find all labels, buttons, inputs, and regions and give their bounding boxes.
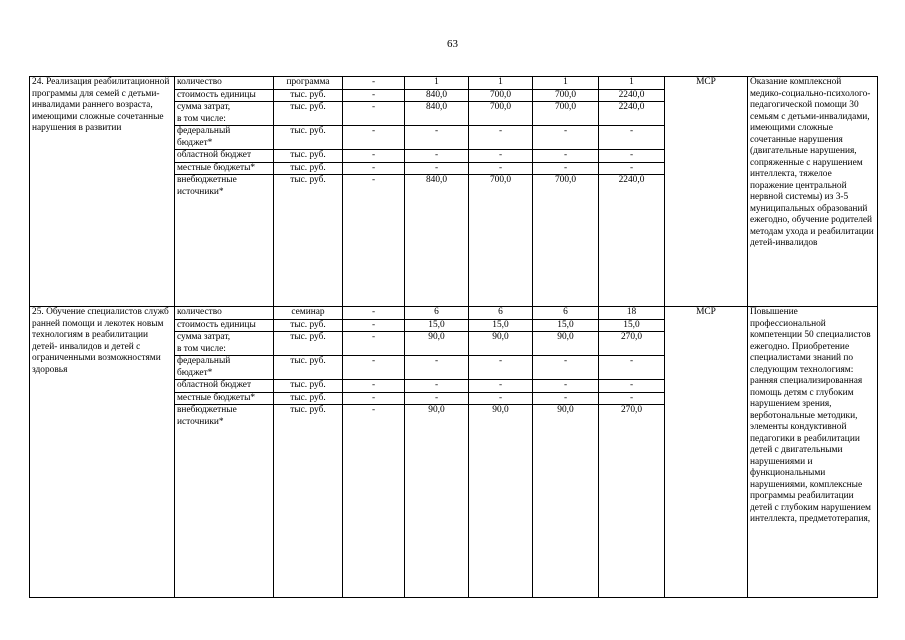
value-cell: - [343, 126, 405, 150]
value-cell: - [343, 162, 405, 175]
unit-cell: тыс. руб. [274, 319, 343, 332]
total-cell: - [599, 392, 665, 405]
value-cell: 700,0 [469, 89, 533, 102]
expected-result-cell: Повышение профессиональной компетенции 50 специалистов ежегодно. Приобретение специалистами знаний по следующим технологиям: ранняя специализированная помощь детям с глубоким нарушением зрения, верботональные методики, элементы кондуктивной педагогики в реабилитации детей с двигательными нарушениями и функциональными нарушениями, комплексные программы реабилитации детей с глубоким нарушением интеллекта, предметотерапия, [748, 307, 878, 598]
value-cell: - [469, 380, 533, 393]
indicator-name-cell: областной бюджет [175, 150, 274, 163]
value-cell: 700,0 [469, 175, 533, 307]
total-cell: - [599, 380, 665, 393]
value-cell: - [343, 150, 405, 163]
unit-cell: тыс. руб. [274, 126, 343, 150]
indicator-name-cell: количество [175, 77, 274, 90]
program-table [29, 76, 878, 598]
total-cell: 270,0 [599, 332, 665, 356]
value-cell: - [469, 356, 533, 380]
value-cell: - [405, 162, 469, 175]
table-row [30, 307, 878, 320]
value-cell: - [533, 126, 599, 150]
value-cell: 700,0 [533, 175, 599, 307]
value-cell: - [533, 380, 599, 393]
unit-cell: тыс. руб. [274, 89, 343, 102]
value-cell: 90,0 [533, 332, 599, 356]
value-cell: - [469, 162, 533, 175]
table-row [30, 77, 878, 90]
value-cell: 700,0 [469, 102, 533, 126]
value-cell: 15,0 [469, 319, 533, 332]
total-cell: - [599, 150, 665, 163]
value-cell: 6 [469, 307, 533, 320]
indicator-name-cell: сумма затрат, в том числе: [175, 102, 274, 126]
total-cell: - [599, 162, 665, 175]
total-cell: 2240,0 [599, 175, 665, 307]
total-cell: - [599, 126, 665, 150]
total-cell: 2240,0 [599, 89, 665, 102]
indicator-name-cell: федеральный бюджет* [175, 356, 274, 380]
value-cell: - [343, 319, 405, 332]
total-cell: 1 [599, 77, 665, 90]
value-cell: - [343, 356, 405, 380]
value-cell: - [343, 405, 405, 598]
unit-cell: тыс. руб. [274, 162, 343, 175]
value-cell: - [343, 89, 405, 102]
value-cell: 6 [533, 307, 599, 320]
unit-cell: тыс. руб. [274, 392, 343, 405]
indicator-name-cell: внебюджетные источники* [175, 405, 274, 598]
value-cell: 15,0 [533, 319, 599, 332]
value-cell: - [533, 150, 599, 163]
value-cell: 840,0 [405, 102, 469, 126]
unit-cell: тыс. руб. [274, 405, 343, 598]
unit-cell: тыс. руб. [274, 102, 343, 126]
value-cell: - [533, 392, 599, 405]
event-name-cell: 25. Обучение специалистов служб ранней помощи и лекотек новым технологиям в реабилитации детей- инвалидов и детей с ограниченными возможностями здоровья [30, 307, 175, 598]
value-cell: - [343, 77, 405, 90]
value-cell: - [469, 150, 533, 163]
unit-cell: тыс. руб. [274, 150, 343, 163]
executor-cell: МСР [665, 307, 748, 598]
value-cell: - [343, 307, 405, 320]
value-cell: - [469, 392, 533, 405]
value-cell: 90,0 [469, 405, 533, 598]
value-cell: 1 [533, 77, 599, 90]
value-cell: - [343, 102, 405, 126]
executor-cell: МСР [665, 77, 748, 307]
value-cell: - [405, 150, 469, 163]
indicator-name-cell: местные бюджеты* [175, 162, 274, 175]
value-cell: - [405, 126, 469, 150]
value-cell: 90,0 [405, 332, 469, 356]
indicator-name-cell: местные бюджеты* [175, 392, 274, 405]
value-cell: 1 [469, 77, 533, 90]
value-cell: 700,0 [533, 102, 599, 126]
total-cell: 2240,0 [599, 102, 665, 126]
value-cell: - [343, 380, 405, 393]
indicator-name-cell: областной бюджет [175, 380, 274, 393]
value-cell: 840,0 [405, 175, 469, 307]
indicator-name-cell: стоимость единицы [175, 89, 274, 102]
total-cell: 18 [599, 307, 665, 320]
value-cell: - [343, 175, 405, 307]
indicator-name-cell: сумма затрат, в том числе: [175, 332, 274, 356]
value-cell: - [405, 356, 469, 380]
value-cell: - [405, 380, 469, 393]
page-number: 63 [447, 38, 458, 50]
value-cell: - [533, 162, 599, 175]
value-cell: - [405, 392, 469, 405]
value-cell: 700,0 [533, 89, 599, 102]
total-cell: 270,0 [599, 405, 665, 598]
value-cell: 15,0 [405, 319, 469, 332]
indicator-name-cell: внебюджетные источники* [175, 175, 274, 307]
value-cell: - [343, 392, 405, 405]
value-cell: - [343, 332, 405, 356]
value-cell: 6 [405, 307, 469, 320]
unit-cell: тыс. руб. [274, 380, 343, 393]
unit-cell: тыс. руб. [274, 332, 343, 356]
value-cell: 90,0 [469, 332, 533, 356]
unit-cell: тыс. руб. [274, 175, 343, 307]
event-name-cell: 24. Реализация реабилитационной программы для семей с детьми-инвалидами раннего возраста, имеющими сложные сочетанные нарушения в развитии [30, 77, 175, 307]
value-cell: 90,0 [405, 405, 469, 598]
value-cell: - [533, 356, 599, 380]
indicator-name-cell: стоимость единицы [175, 319, 274, 332]
unit-cell: тыс. руб. [274, 356, 343, 380]
unit-cell: программа [274, 77, 343, 90]
total-cell: 15,0 [599, 319, 665, 332]
unit-cell: семинар [274, 307, 343, 320]
indicator-name-cell: количество [175, 307, 274, 320]
total-cell: - [599, 356, 665, 380]
value-cell: 90,0 [533, 405, 599, 598]
value-cell: 840,0 [405, 89, 469, 102]
expected-result-cell: Оказание комплексной медико-социально-психолого-педагогической помощи 30 семьям с детьми-инвалидами, имеющими сложные сочетанные нарушения (двигательные нарушения, сопряженные с нарушением интеллекта, тяжелое поражение центральной нервной системы) из 3-5 муниципальных образований ежегодно, обучение родителей методам ухода и реабилитации детей-инвалидов [748, 77, 878, 307]
value-cell: 1 [405, 77, 469, 90]
indicator-name-cell: федеральный бюджет* [175, 126, 274, 150]
value-cell: - [469, 126, 533, 150]
